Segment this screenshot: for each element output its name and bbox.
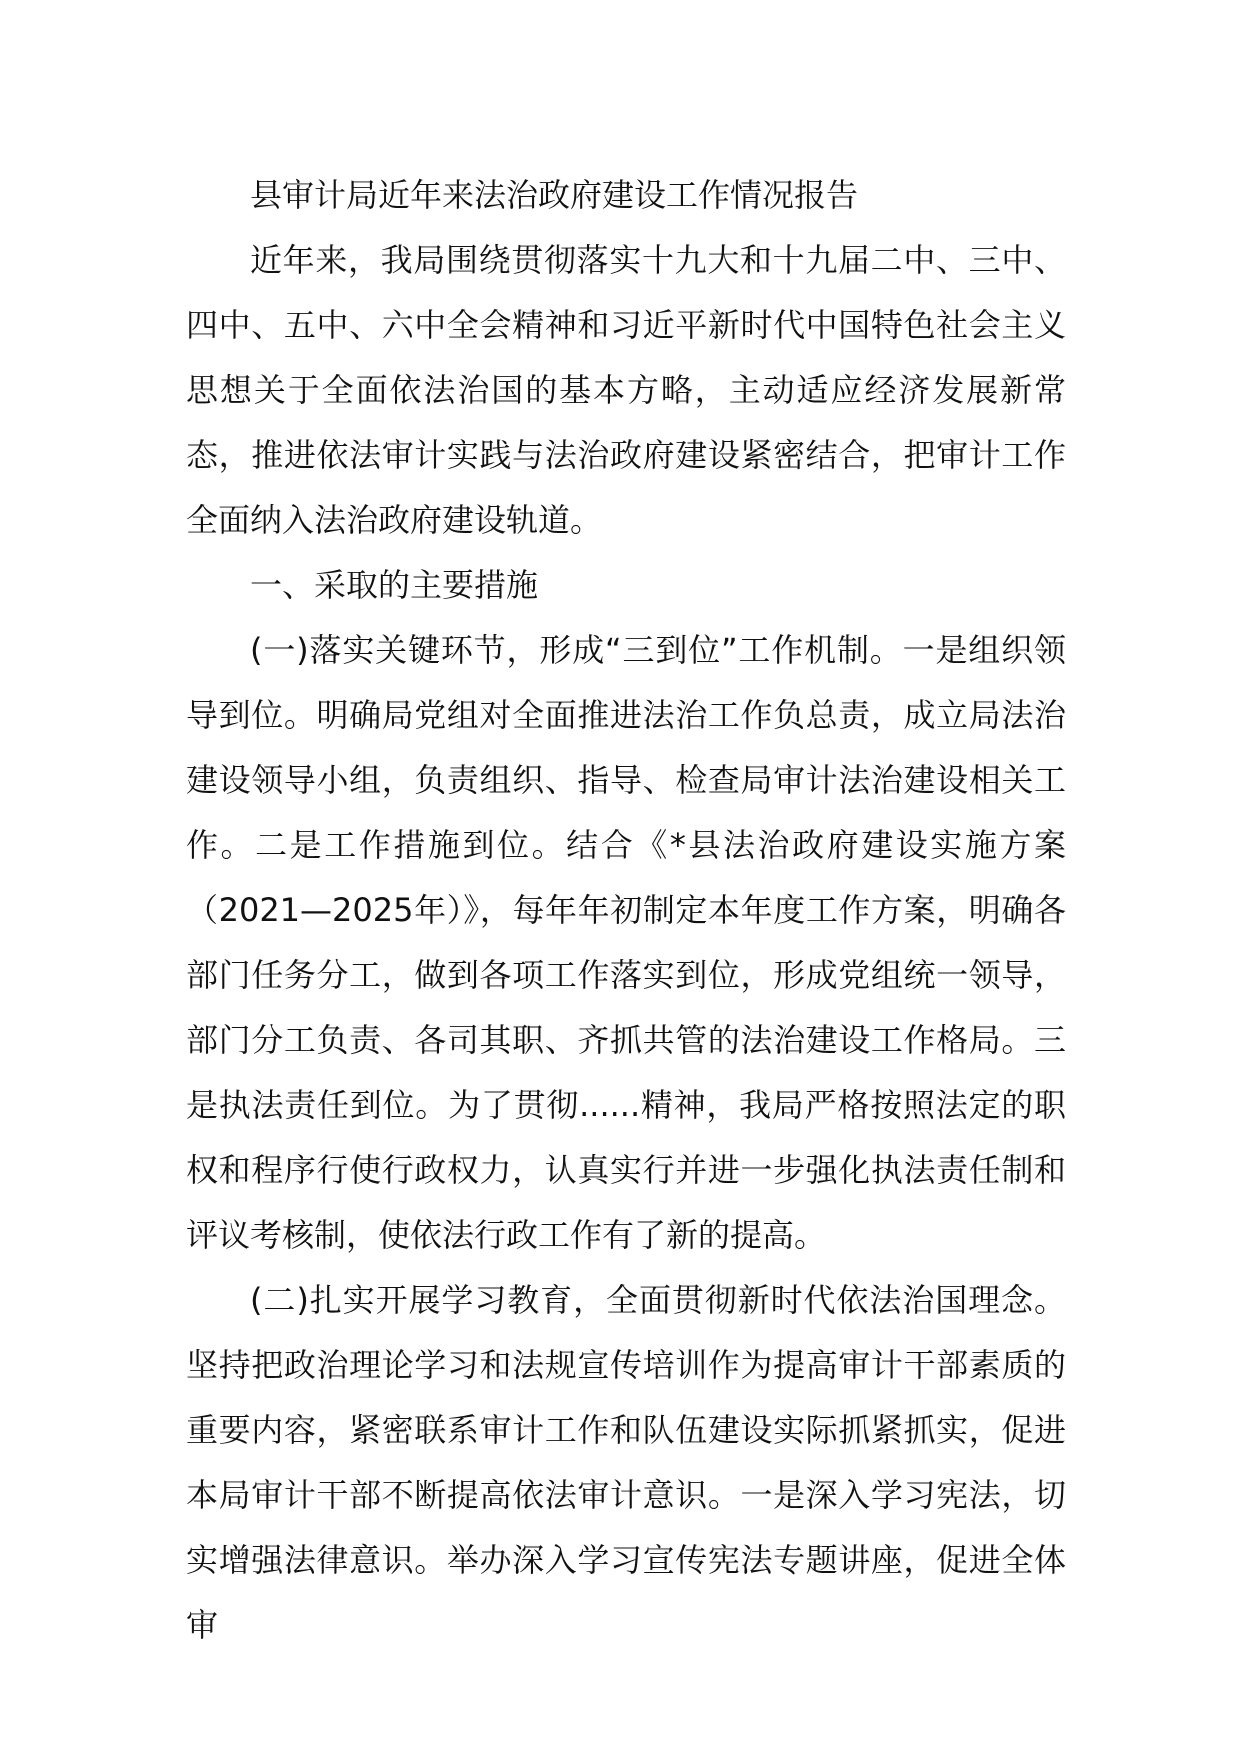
measure-two-paragraph: (二)扎实开展学习教育，全面贯彻新时代依法治国理念。坚持把政治理论学习和法规宣传培训作为提高审计干部素质的重要内容，紧密联系审计工作和队伍建设实际抓紧抓实，促进本局审计干部不断提高依法审计意识。一是深入学习宪法，切实增强法律意识。举办深入学习宣传宪法专题讲座，促进全体审 <box>186 1281 1066 1644</box>
section-heading-measures: 一、采取的主要措施 <box>250 566 539 604</box>
document-body <box>186 163 1066 1658</box>
measure-one-paragraph: (一)落实关键环节，形成“三到位”工作机制。一是组织领导到位。明确局党组对全面推进法治工作负总责，成立局法治建设领导小组，负责组织、指导、检查局审计法治建设相关工作。二是工作措施到位。结合《*县法治政府建设实施方案（2021—2025年）》，每年年初制定本年度工作方案，明确各部门任务分工，做到各项工作落实到位，形成党组统一领导，部门分工负责、各司其职、齐抓共管的法治建设工作格局。三是执法责任到位。为了贯彻......精神，我局严格按照法定的职权和程序行使行政权力，认真实行并进一步强化执法责任制和评议考核制，使依法行政工作有了新的提高。 <box>186 631 1066 1254</box>
document-title: 县审计局近年来法治政府建设工作情况报告 <box>250 176 859 214</box>
intro-paragraph: 近年来，我局围绕贯彻落实十九大和十九届二中、三中、四中、五中、六中全会精神和习近平新时代中国特色社会主义思想关于全面依法治国的基本方略，主动适应经济发展新常态，推进依法审计实践与法治政府建设紧密结合，把审计工作全面纳入法治政府建设轨道。 <box>186 241 1066 539</box>
